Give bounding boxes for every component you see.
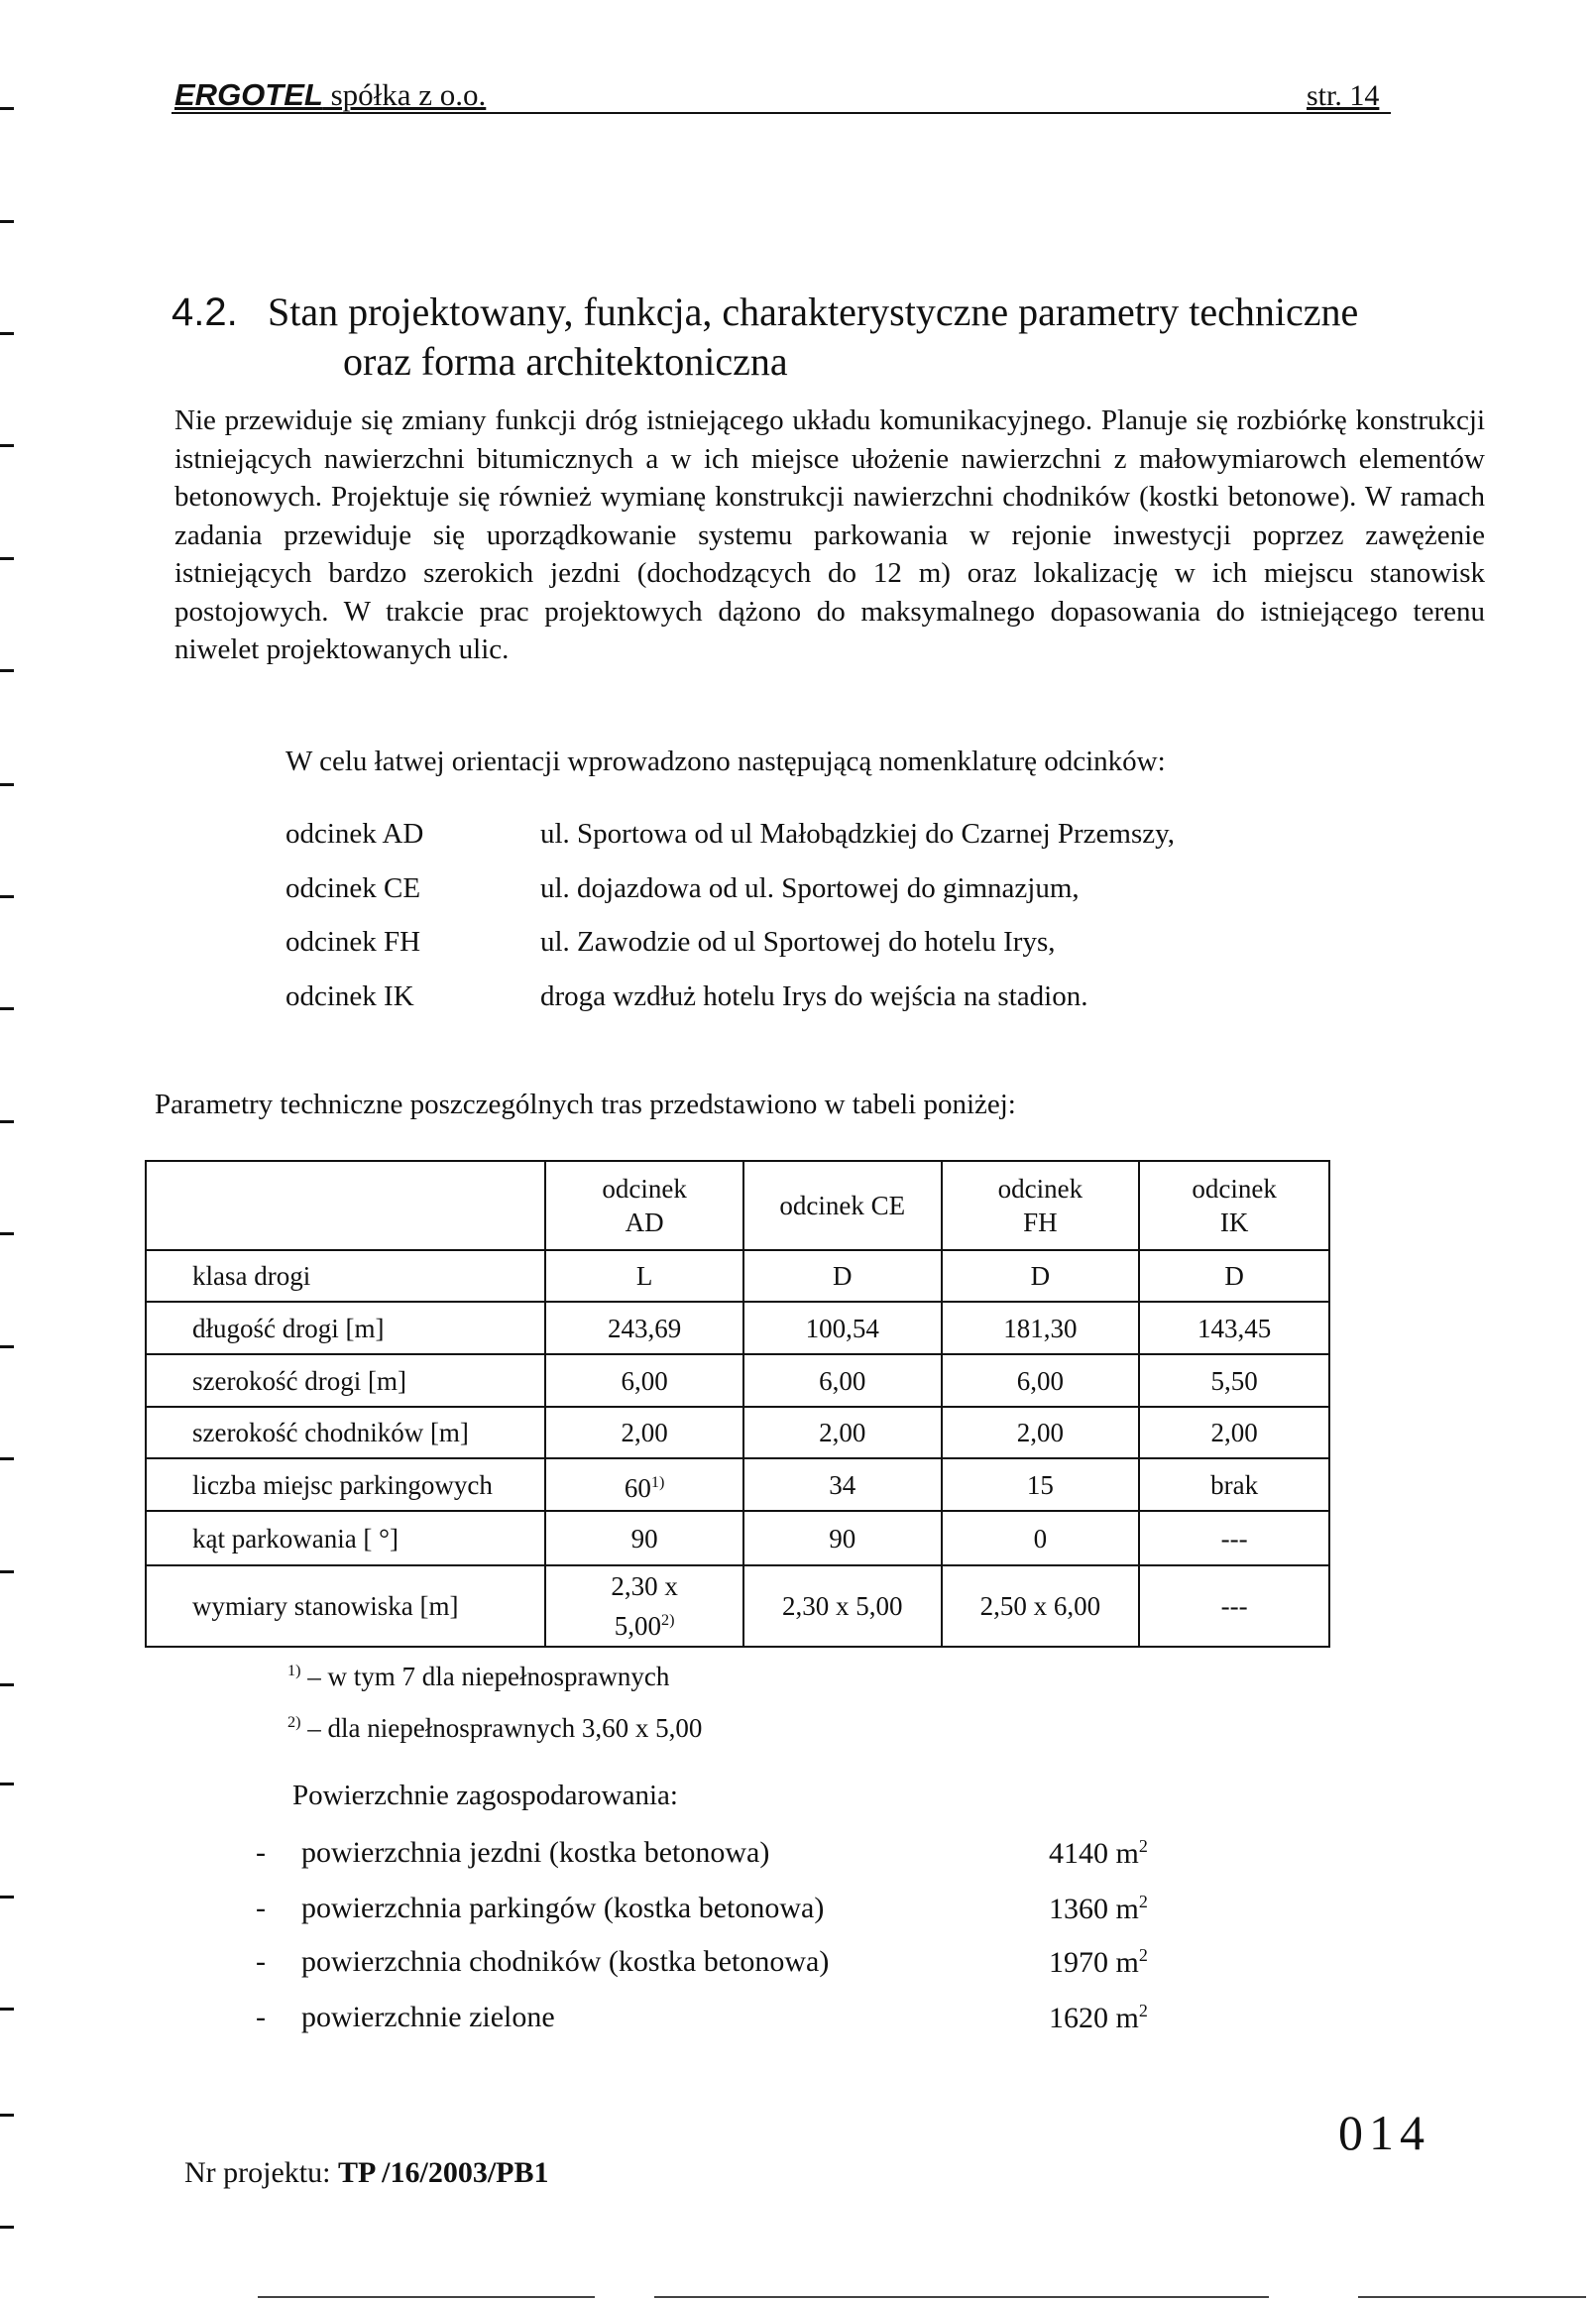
table-row [146, 1250, 1329, 1302]
body-paragraph: Nie przewiduje się zmiany funkcji dróg istniejącego układu komunikacyjnego. Planuje się rozbiórkę konstrukcji istniejących nawierzchni bitumicznych a w ich miejsce ułożenie nawierzchni z małowymiarowch elementów betonowych. Projektuje się również wymianę konstrukcji nawierzchni chodników (kostki betonowe). W ramach zadania przewiduje się uporządkowanie systemu parkowania w rejonie inwestycji poprzez zawężenie istniejących bardzo szerokich jezdni (dochodzących do 12 m) oraz lokalizację w ich miejscu stanowisk postojowych. W trakcie prac projektowych dążono do maksymalnego dopasowania do istniejącego terenu niwelet projektowanych ulic. [174, 404, 1485, 665]
surfaces-title: Powierzchnie zagospodarowania: [292, 1780, 678, 1811]
segment-desc: ul. dojazdowa od ul. Sportowej do gimnazjum, [540, 872, 1080, 904]
section-title-line1: Stan projektowany, funkcja, charakterystyczne parametry techniczne [268, 289, 1359, 334]
section-number: 4.2. [171, 290, 238, 334]
nomenclature-intro: W celu łatwej orientacji wprowadzono następującą nomenklaturę odcinków: [285, 746, 1166, 777]
table-cell: --- [1139, 1511, 1329, 1565]
header-cell: odcinek AD [545, 1161, 743, 1250]
table-cell: 6,00 [743, 1354, 942, 1407]
row-label: szerokość drogi [m] [146, 1354, 545, 1407]
company-suffix: spółka z o.o. [322, 77, 487, 112]
header-cell: odcinek CE [743, 1161, 942, 1250]
table-cell: 181,30 [942, 1302, 1140, 1354]
surface-item: - powierzchnia chodników (kostka betonowa) 1970 $m^2$ [256, 1945, 1148, 1979]
segment-desc: droga wzdłuż hotelu Irys do wejścia na stadion. [540, 980, 1088, 1012]
surface-item: - powierzchnie zielone 1620 $m^2$ [256, 2001, 1148, 2034]
brand-name: ERGOTEL [174, 77, 323, 112]
table-cell: 2,30 x 5,00$^{2)}$ [545, 1565, 743, 1647]
table-cell: 243,69 [545, 1302, 743, 1354]
page-stamp: 014 [1338, 2105, 1430, 2160]
table-cell: brak [1139, 1458, 1329, 1511]
table-cell: 143,45 [1139, 1302, 1329, 1354]
footnote-1: $^{1)}$ – w tym 7 dla niepełnosprawnych [287, 1662, 670, 1691]
row-label: klasa drogi [146, 1250, 545, 1302]
params-intro: Parametry techniczne poszczególnych tras przedstawiono w tabeli poniżej: [155, 1089, 1016, 1120]
section-title [171, 288, 1358, 387]
segment-desc: ul. Sportowa od ul Małobądzkiej do Czarnej Przemszy, [540, 818, 1175, 850]
segment-code: odcinek CE [285, 872, 421, 904]
table-cell: 90 [743, 1511, 942, 1565]
table-row [146, 1354, 1329, 1407]
table-row [146, 1511, 1329, 1565]
table-cell: 100,54 [743, 1302, 942, 1354]
header-cell: odcinek IK [1139, 1161, 1329, 1250]
page-number-label: str. 14 [1307, 79, 1380, 112]
table-cell: D [1139, 1250, 1329, 1302]
row-label: wymiary stanowiska [m] [146, 1565, 545, 1647]
table-row [146, 1565, 1329, 1647]
footnote-2: $^{2)}$ – dla niepełnosprawnych 3,60 x 5,00 [287, 1713, 703, 1743]
table-cell: 34 [743, 1458, 942, 1511]
header-cell: odcinek FH [942, 1161, 1140, 1250]
table-cell: 2,00 [743, 1407, 942, 1458]
header-rule [171, 112, 1391, 114]
header-cell [146, 1161, 545, 1250]
row-label: kąt parkowania [ °] [146, 1511, 545, 1565]
table-row [146, 1458, 1329, 1511]
company-header [174, 77, 486, 113]
row-label: liczba miejsc parkingowych [146, 1458, 545, 1511]
table-cell: L [545, 1250, 743, 1302]
footnote-ref: 2) [660, 1611, 675, 1629]
table-cell: 15 [942, 1458, 1140, 1511]
parameters-table [145, 1160, 1330, 1648]
footnote-ref: 1) [650, 1472, 665, 1491]
table-cell: 0 [942, 1511, 1140, 1565]
table-header-row [146, 1161, 1329, 1250]
segment-code: odcinek AD [285, 818, 424, 850]
segment-desc: ul. Zawodzie od ul Sportowej do hotelu Irys, [540, 926, 1056, 958]
table-cell: 2,00 [1139, 1407, 1329, 1458]
table-cell: 60$^{1)}$ [545, 1458, 743, 1511]
row-label: szerokość chodników [m] [146, 1407, 545, 1458]
project-number: Nr projektu: TP /16/2003/PB1 [184, 2156, 549, 2189]
table-cell: 2,30 x 5,00 [743, 1565, 942, 1647]
table-row [146, 1302, 1329, 1354]
segment-code: odcinek IK [285, 980, 414, 1012]
surface-item: - powierzchnia jezdni (kostka betonowa) 4140 $m^2$ [256, 1836, 1148, 1870]
table-cell: 6,00 [545, 1354, 743, 1407]
table-cell: 2,00 [942, 1407, 1140, 1458]
bottom-rule [1358, 2296, 1586, 2298]
table-cell: 6,00 [942, 1354, 1140, 1407]
table-cell: 90 [545, 1511, 743, 1565]
section-title-line2: oraz forma architektoniczna [343, 339, 788, 384]
segment-code: odcinek FH [285, 926, 421, 958]
row-label: długość drogi [m] [146, 1302, 545, 1354]
table-row [146, 1407, 1329, 1458]
surface-item: - powierzchnia parkingów (kostka betonowa) 1360 $m^2$ [256, 1892, 1148, 1925]
table-cell: D [942, 1250, 1140, 1302]
bottom-rule [654, 2296, 1269, 2298]
table-cell: --- [1139, 1565, 1329, 1647]
table-cell: 2,50 x 6,00 [942, 1565, 1140, 1647]
bottom-rule [258, 2296, 595, 2298]
table-cell: D [743, 1250, 942, 1302]
table-cell: 5,50 [1139, 1354, 1329, 1407]
table-cell: 2,00 [545, 1407, 743, 1458]
